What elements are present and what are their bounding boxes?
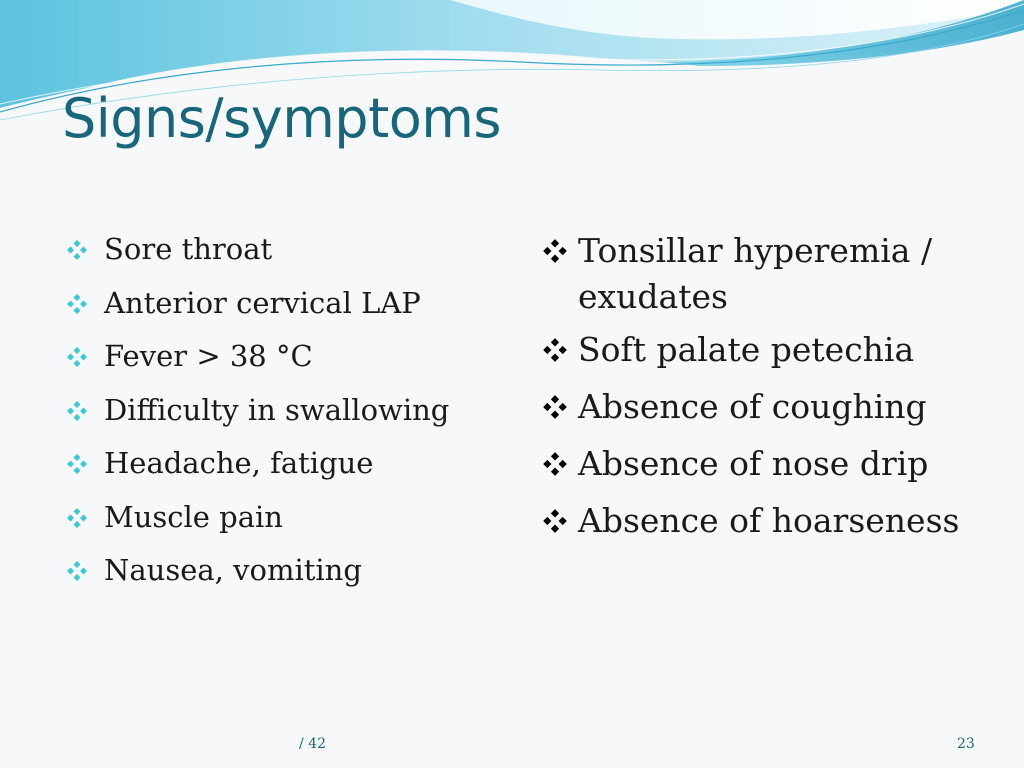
black-diamond-bullet-icon bbox=[542, 394, 568, 420]
teal-diamond-bullet-icon bbox=[66, 507, 88, 529]
black-diamond-bullet-icon bbox=[542, 451, 568, 477]
teal-diamond-bullet-icon bbox=[66, 453, 88, 475]
list-item bbox=[66, 444, 506, 498]
list-item-text: Absence of nose drip bbox=[578, 444, 929, 483]
slide-title: Signs/symptoms bbox=[62, 87, 502, 150]
slide-number: 23 bbox=[957, 736, 975, 752]
list-item bbox=[66, 391, 506, 445]
list-item bbox=[66, 551, 506, 605]
teal-diamond-bullet-icon bbox=[66, 346, 88, 368]
footer-page-total: / 42 bbox=[299, 736, 326, 752]
teal-diamond-bullet-icon bbox=[66, 293, 88, 315]
list-item bbox=[66, 337, 506, 391]
teal-diamond-bullet-icon bbox=[66, 560, 88, 582]
list-item bbox=[542, 498, 992, 544]
list-item-text: Anterior cervical LAP bbox=[104, 285, 421, 320]
list-item bbox=[66, 230, 506, 284]
list-item-text: Tonsillar hyperemia / exudates bbox=[578, 231, 933, 316]
list-item-text: Headache, fatigue bbox=[104, 446, 374, 480]
list-item-text: Muscle pain bbox=[104, 499, 283, 534]
list-item-text: Sore throat bbox=[104, 232, 273, 266]
list-item bbox=[66, 284, 506, 338]
list-item-text: Fever > 38 °C bbox=[104, 339, 313, 373]
list-item bbox=[542, 384, 992, 430]
list-item-text: Soft palate petechia bbox=[578, 330, 915, 369]
list-item bbox=[542, 441, 992, 487]
black-diamond-bullet-icon bbox=[542, 337, 568, 363]
teal-diamond-bullet-icon bbox=[66, 239, 88, 261]
list-item bbox=[542, 228, 992, 320]
list-item-text: Absence of coughing bbox=[578, 387, 927, 426]
left-symptom-list bbox=[66, 230, 506, 605]
black-diamond-bullet-icon bbox=[542, 238, 568, 264]
list-item-text: Nausea, vomiting bbox=[104, 553, 362, 587]
list-item-text: Absence of hoarseness bbox=[578, 501, 960, 540]
list-item bbox=[66, 498, 506, 552]
list-item bbox=[542, 327, 992, 373]
right-finding-list bbox=[542, 228, 992, 555]
black-diamond-bullet-icon bbox=[542, 508, 568, 534]
teal-diamond-bullet-icon bbox=[66, 400, 88, 422]
list-item-text: Difficulty in swallowing bbox=[104, 392, 450, 427]
